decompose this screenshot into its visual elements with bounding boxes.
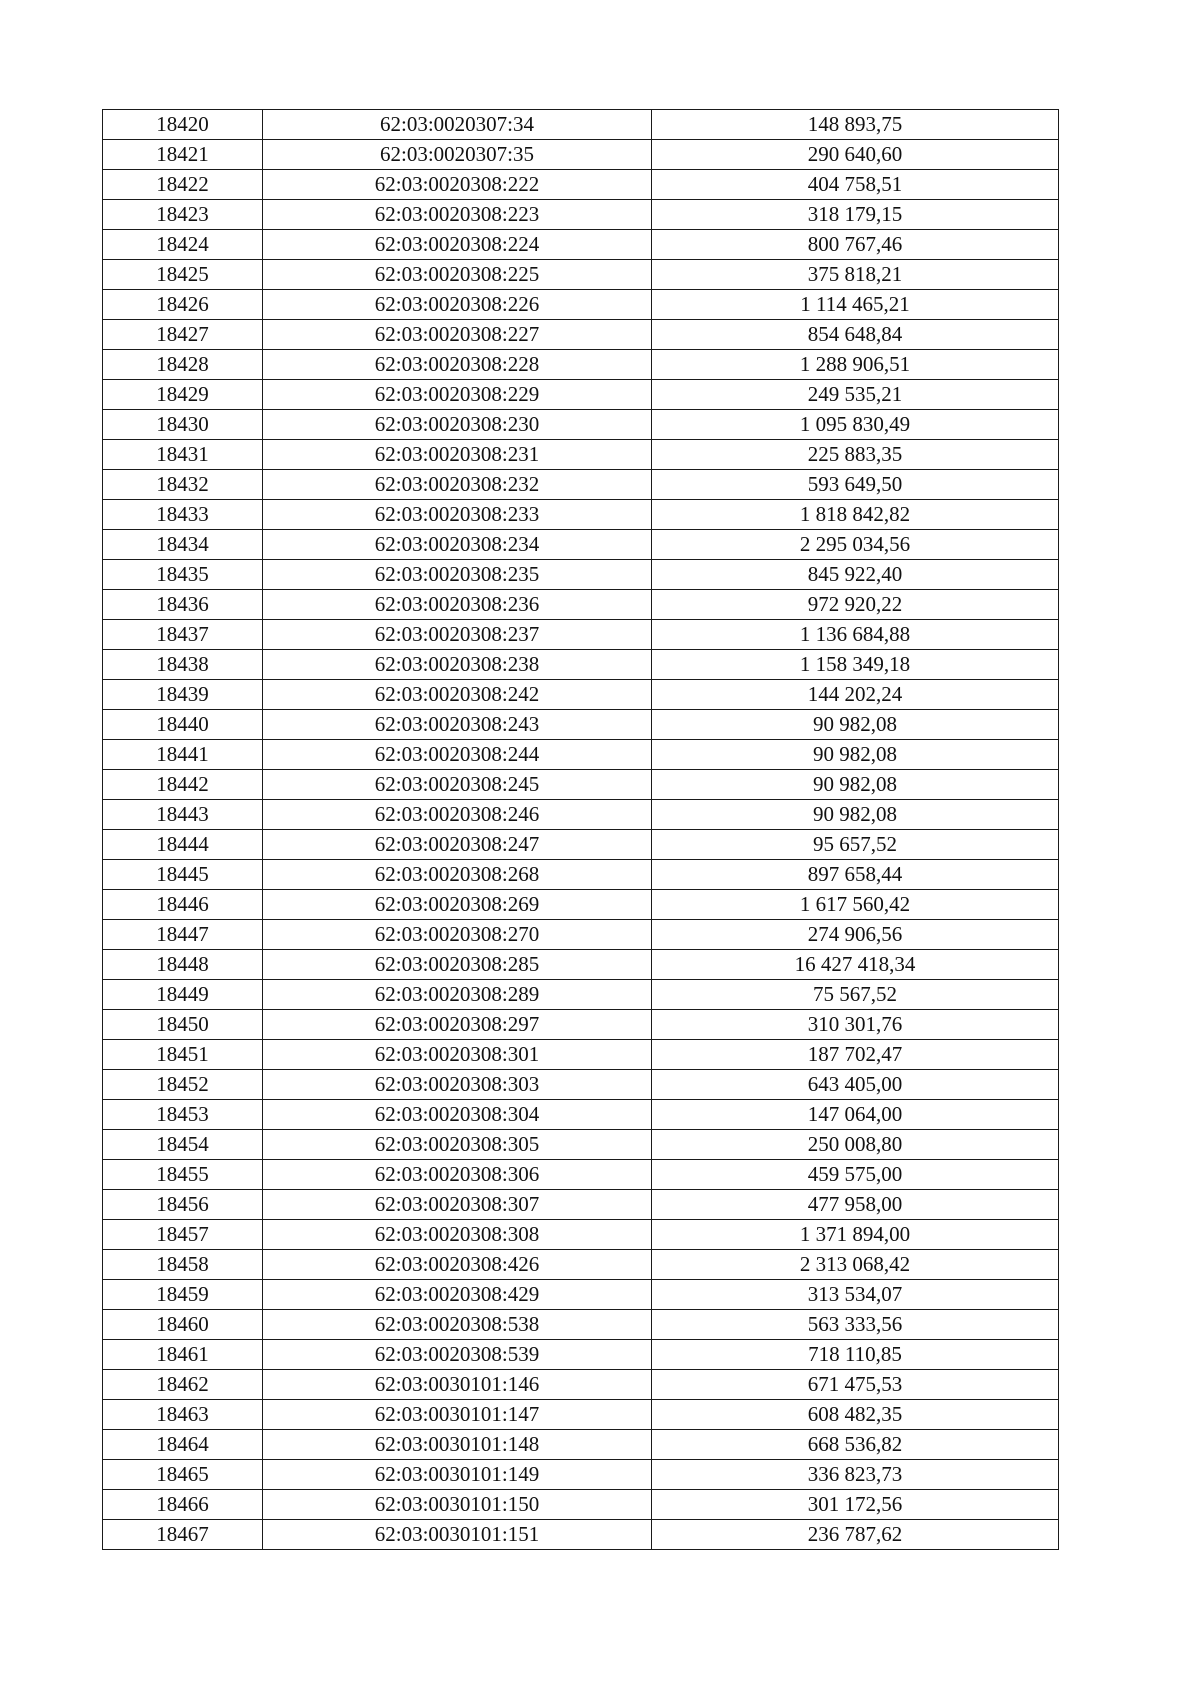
- cadastral-number-cell: 62:03:0020308:223: [263, 200, 652, 230]
- cadastral-number-cell: 62:03:0030101:146: [263, 1370, 652, 1400]
- cadastral-value-cell: 718 110,85: [652, 1340, 1059, 1370]
- cadastral-value-cell: 800 767,46: [652, 230, 1059, 260]
- row-number-cell: 18459: [103, 1280, 263, 1310]
- cadastral-number-cell: 62:03:0020307:35: [263, 140, 652, 170]
- cadastral-number-cell: 62:03:0020308:269: [263, 890, 652, 920]
- cadastral-value-cell: 1 114 465,21: [652, 290, 1059, 320]
- row-number-cell: 18461: [103, 1340, 263, 1370]
- cadastral-value-cell: 671 475,53: [652, 1370, 1059, 1400]
- cadastral-number-cell: 62:03:0030101:149: [263, 1460, 652, 1490]
- row-number-cell: 18445: [103, 860, 263, 890]
- cadastral-number-cell: 62:03:0020308:231: [263, 440, 652, 470]
- cadastral-value-cell: 1 371 894,00: [652, 1220, 1059, 1250]
- cadastral-value-cell: 301 172,56: [652, 1490, 1059, 1520]
- cadastral-number-cell: 62:03:0020308:244: [263, 740, 652, 770]
- cadastral-value-cell: 668 536,82: [652, 1430, 1059, 1460]
- cadastral-value-cell: 148 893,75: [652, 110, 1059, 140]
- cadastral-value-cell: 459 575,00: [652, 1160, 1059, 1190]
- cadastral-number-cell: 62:03:0020308:268: [263, 860, 652, 890]
- row-number-cell: 18422: [103, 170, 263, 200]
- table-row: [103, 380, 1059, 410]
- table-row: [103, 530, 1059, 560]
- row-number-cell: 18433: [103, 500, 263, 530]
- cadastral-value-cell: 854 648,84: [652, 320, 1059, 350]
- table-row: [103, 770, 1059, 800]
- cadastral-number-cell: 62:03:0020308:285: [263, 950, 652, 980]
- table-row: [103, 650, 1059, 680]
- cadastral-number-cell: 62:03:0020308:307: [263, 1190, 652, 1220]
- row-number-cell: 18451: [103, 1040, 263, 1070]
- table-row: [103, 440, 1059, 470]
- row-number-cell: 18440: [103, 710, 263, 740]
- cadastral-value-cell: 643 405,00: [652, 1070, 1059, 1100]
- cadastral-value-cell: 1 288 906,51: [652, 350, 1059, 380]
- cadastral-value-cell: 1 617 560,42: [652, 890, 1059, 920]
- row-number-cell: 18424: [103, 230, 263, 260]
- table-row: [103, 350, 1059, 380]
- cadastral-number-cell: 62:03:0020308:227: [263, 320, 652, 350]
- table-row: [103, 470, 1059, 500]
- cadastral-value-cell: 225 883,35: [652, 440, 1059, 470]
- row-number-cell: 18435: [103, 560, 263, 590]
- cadastral-value-cell: 16 427 418,34: [652, 950, 1059, 980]
- table-row: [103, 950, 1059, 980]
- table-row: [103, 830, 1059, 860]
- cadastral-number-cell: 62:03:0020308:246: [263, 800, 652, 830]
- cadastral-number-cell: 62:03:0020308:270: [263, 920, 652, 950]
- cadastral-number-cell: 62:03:0020308:304: [263, 1100, 652, 1130]
- row-number-cell: 18443: [103, 800, 263, 830]
- cadastral-value-cell: 75 567,52: [652, 980, 1059, 1010]
- table-row: [103, 1040, 1059, 1070]
- cadastral-number-cell: 62:03:0020308:538: [263, 1310, 652, 1340]
- table-row: [103, 1160, 1059, 1190]
- table-row: [103, 320, 1059, 350]
- cadastral-value-cell: 90 982,08: [652, 740, 1059, 770]
- row-number-cell: 18462: [103, 1370, 263, 1400]
- row-number-cell: 18426: [103, 290, 263, 320]
- cadastral-number-cell: 62:03:0020308:245: [263, 770, 652, 800]
- cadastral-number-cell: 62:03:0020308:243: [263, 710, 652, 740]
- table-row: [103, 680, 1059, 710]
- row-number-cell: 18463: [103, 1400, 263, 1430]
- table-row: [103, 860, 1059, 890]
- table-row: [103, 1400, 1059, 1430]
- cadastral-number-cell: 62:03:0020308:233: [263, 500, 652, 530]
- cadastral-value-cell: 593 649,50: [652, 470, 1059, 500]
- table-row: [103, 260, 1059, 290]
- table-row: [103, 1220, 1059, 1250]
- cadastral-number-cell: 62:03:0020308:224: [263, 230, 652, 260]
- cadastral-number-cell: 62:03:0030101:148: [263, 1430, 652, 1460]
- row-number-cell: 18464: [103, 1430, 263, 1460]
- table-row: [103, 560, 1059, 590]
- cadastral-value-cell: 972 920,22: [652, 590, 1059, 620]
- row-number-cell: 18441: [103, 740, 263, 770]
- row-number-cell: 18439: [103, 680, 263, 710]
- table-row: [103, 1490, 1059, 1520]
- table-row: [103, 1310, 1059, 1340]
- row-number-cell: 18436: [103, 590, 263, 620]
- row-number-cell: 18467: [103, 1520, 263, 1550]
- row-number-cell: 18431: [103, 440, 263, 470]
- table-row: [103, 1100, 1059, 1130]
- cadastral-number-cell: 62:03:0030101:150: [263, 1490, 652, 1520]
- cadastral-value-cell: 2 295 034,56: [652, 530, 1059, 560]
- cadastral-number-cell: 62:03:0020308:229: [263, 380, 652, 410]
- table-row: [103, 1430, 1059, 1460]
- table-row: [103, 230, 1059, 260]
- table-row: [103, 1520, 1059, 1550]
- row-number-cell: 18444: [103, 830, 263, 860]
- cadastral-number-cell: 62:03:0020308:426: [263, 1250, 652, 1280]
- row-number-cell: 18446: [103, 890, 263, 920]
- cadastral-value-cell: 95 657,52: [652, 830, 1059, 860]
- cadastral-value-cell: 375 818,21: [652, 260, 1059, 290]
- row-number-cell: 18447: [103, 920, 263, 950]
- cadastral-value-cell: 1 136 684,88: [652, 620, 1059, 650]
- cadastral-number-cell: 62:03:0020307:34: [263, 110, 652, 140]
- cadastral-number-cell: 62:03:0020308:247: [263, 830, 652, 860]
- cadastral-number-cell: 62:03:0020308:289: [263, 980, 652, 1010]
- row-number-cell: 18455: [103, 1160, 263, 1190]
- cadastral-value-cell: 1 158 349,18: [652, 650, 1059, 680]
- cadastral-value-cell: 1 818 842,82: [652, 500, 1059, 530]
- cadastral-number-cell: 62:03:0020308:232: [263, 470, 652, 500]
- row-number-cell: 18437: [103, 620, 263, 650]
- cadastral-number-cell: 62:03:0020308:235: [263, 560, 652, 590]
- cadastral-value-cell: 236 787,62: [652, 1520, 1059, 1550]
- cadastral-value-cell: 90 982,08: [652, 800, 1059, 830]
- table-row: [103, 410, 1059, 440]
- cadastral-number-cell: 62:03:0020308:297: [263, 1010, 652, 1040]
- row-number-cell: 18456: [103, 1190, 263, 1220]
- table-row: [103, 1370, 1059, 1400]
- table-row: [103, 1460, 1059, 1490]
- row-number-cell: 18460: [103, 1310, 263, 1340]
- cadastral-value-cell: 336 823,73: [652, 1460, 1059, 1490]
- cadastral-number-cell: 62:03:0020308:305: [263, 1130, 652, 1160]
- cadastral-number-cell: 62:03:0020308:539: [263, 1340, 652, 1370]
- row-number-cell: 18457: [103, 1220, 263, 1250]
- row-number-cell: 18434: [103, 530, 263, 560]
- row-number-cell: 18430: [103, 410, 263, 440]
- cadastral-value-cell: 290 640,60: [652, 140, 1059, 170]
- cadastral-value-cell: 250 008,80: [652, 1130, 1059, 1160]
- row-number-cell: 18442: [103, 770, 263, 800]
- cadastral-value-cell: 313 534,07: [652, 1280, 1059, 1310]
- table-row: [103, 170, 1059, 200]
- row-number-cell: 18420: [103, 110, 263, 140]
- row-number-cell: 18427: [103, 320, 263, 350]
- cadastral-number-cell: 62:03:0020308:238: [263, 650, 652, 680]
- cadastral-value-cell: 2 313 068,42: [652, 1250, 1059, 1280]
- cadastral-number-cell: 62:03:0020308:429: [263, 1280, 652, 1310]
- cadastral-number-cell: 62:03:0020308:234: [263, 530, 652, 560]
- row-number-cell: 18465: [103, 1460, 263, 1490]
- cadastral-value-cell: 477 958,00: [652, 1190, 1059, 1220]
- table-row: [103, 200, 1059, 230]
- table-row: [103, 1340, 1059, 1370]
- table-row: [103, 1250, 1059, 1280]
- cadastral-number-cell: 62:03:0020308:226: [263, 290, 652, 320]
- row-number-cell: 18423: [103, 200, 263, 230]
- cadastral-number-cell: 62:03:0030101:151: [263, 1520, 652, 1550]
- table-row: [103, 890, 1059, 920]
- row-number-cell: 18428: [103, 350, 263, 380]
- cadastral-value-table: [102, 109, 1059, 1550]
- cadastral-number-cell: 62:03:0020308:242: [263, 680, 652, 710]
- table-row: [103, 500, 1059, 530]
- cadastral-number-cell: 62:03:0020308:228: [263, 350, 652, 380]
- table-row: [103, 1280, 1059, 1310]
- cadastral-value-cell: 897 658,44: [652, 860, 1059, 890]
- cadastral-number-cell: 62:03:0020308:230: [263, 410, 652, 440]
- row-number-cell: 18425: [103, 260, 263, 290]
- cadastral-value-cell: 144 202,24: [652, 680, 1059, 710]
- cadastral-value-cell: 187 702,47: [652, 1040, 1059, 1070]
- cadastral-value-cell: 845 922,40: [652, 560, 1059, 590]
- row-number-cell: 18458: [103, 1250, 263, 1280]
- row-number-cell: 18421: [103, 140, 263, 170]
- cadastral-number-cell: 62:03:0020308:301: [263, 1040, 652, 1070]
- cadastral-value-cell: 563 333,56: [652, 1310, 1059, 1340]
- row-number-cell: 18454: [103, 1130, 263, 1160]
- table-row: [103, 1070, 1059, 1100]
- cadastral-value-cell: 90 982,08: [652, 710, 1059, 740]
- table-row: [103, 800, 1059, 830]
- table-row: [103, 710, 1059, 740]
- table-row: [103, 140, 1059, 170]
- cadastral-number-cell: 62:03:0020308:236: [263, 590, 652, 620]
- row-number-cell: 18453: [103, 1100, 263, 1130]
- cadastral-value-cell: 274 906,56: [652, 920, 1059, 950]
- row-number-cell: 18438: [103, 650, 263, 680]
- table-body: [103, 110, 1059, 1550]
- cadastral-value-cell: 90 982,08: [652, 770, 1059, 800]
- table-row: [103, 1010, 1059, 1040]
- cadastral-number-cell: 62:03:0020308:222: [263, 170, 652, 200]
- table-row: [103, 1130, 1059, 1160]
- row-number-cell: 18466: [103, 1490, 263, 1520]
- row-number-cell: 18452: [103, 1070, 263, 1100]
- table-row: [103, 740, 1059, 770]
- cadastral-value-cell: 310 301,76: [652, 1010, 1059, 1040]
- cadastral-value-cell: 249 535,21: [652, 380, 1059, 410]
- cadastral-number-cell: 62:03:0020308:225: [263, 260, 652, 290]
- cadastral-value-cell: 608 482,35: [652, 1400, 1059, 1430]
- table-row: [103, 110, 1059, 140]
- table-row: [103, 290, 1059, 320]
- cadastral-number-cell: 62:03:0030101:147: [263, 1400, 652, 1430]
- table-row: [103, 920, 1059, 950]
- cadastral-number-cell: 62:03:0020308:237: [263, 620, 652, 650]
- row-number-cell: 18429: [103, 380, 263, 410]
- cadastral-value-cell: 404 758,51: [652, 170, 1059, 200]
- table-row: [103, 980, 1059, 1010]
- row-number-cell: 18432: [103, 470, 263, 500]
- cadastral-value-cell: 147 064,00: [652, 1100, 1059, 1130]
- cadastral-value-cell: 318 179,15: [652, 200, 1059, 230]
- row-number-cell: 18449: [103, 980, 263, 1010]
- cadastral-number-cell: 62:03:0020308:306: [263, 1160, 652, 1190]
- cadastral-value-cell: 1 095 830,49: [652, 410, 1059, 440]
- row-number-cell: 18450: [103, 1010, 263, 1040]
- cadastral-number-cell: 62:03:0020308:303: [263, 1070, 652, 1100]
- table-row: [103, 590, 1059, 620]
- row-number-cell: 18448: [103, 950, 263, 980]
- table-row: [103, 1190, 1059, 1220]
- table-row: [103, 620, 1059, 650]
- cadastral-number-cell: 62:03:0020308:308: [263, 1220, 652, 1250]
